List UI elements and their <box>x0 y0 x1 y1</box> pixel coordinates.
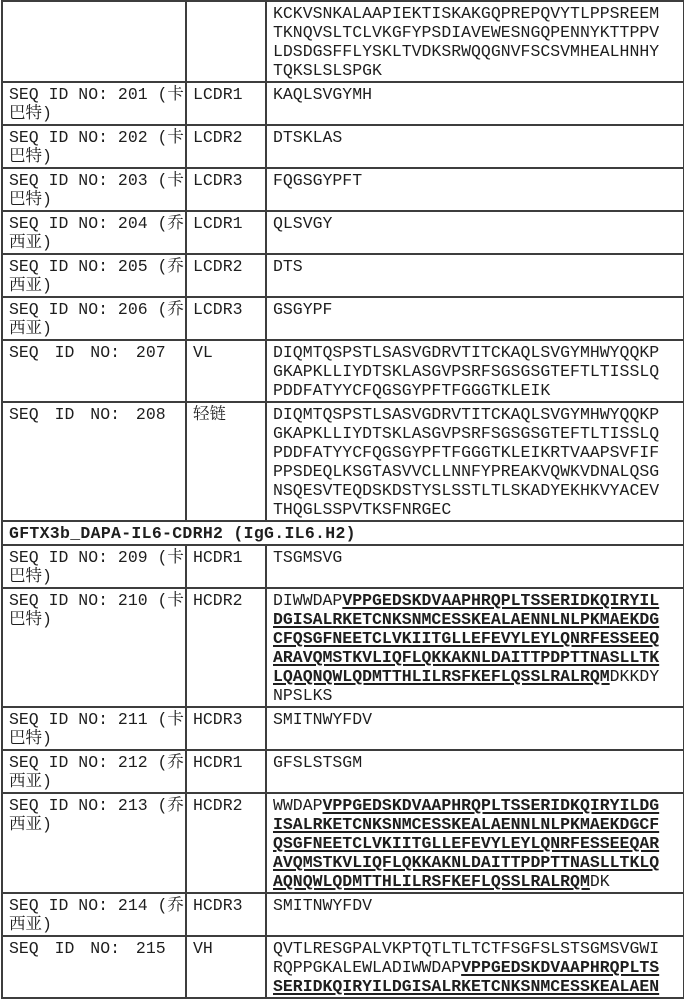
sequence-segment: VPPGEDSKDVAAPHRQPLTSSERIDKQIRYILDGISALRKETCNKSNMCESSKEALAENNLNLPKMAEKDGCFQSGFNEETCLVKIITGLLEFEVYLEYLQNRFESSEEQARAVQMSTKVLIQFLQKKAKNLDAITTPDPTTNASLLTKLQAQNQWLQDMTTHLILRSFKEFLQSSLRALRQM <box>273 796 660 891</box>
sequence-cell <box>266 545 684 588</box>
sequence-text <box>273 4 665 80</box>
sequence-segment: WWDAP <box>273 796 323 815</box>
table-row <box>2 297 684 340</box>
sequence-text <box>273 214 665 233</box>
sequence-segment: KAQLSVGYMH <box>273 85 373 104</box>
sequence-cell <box>266 707 684 750</box>
seq-id-cell <box>2 402 186 521</box>
sequence-text <box>273 548 665 567</box>
region-cell: HCDR1 <box>186 750 266 793</box>
sequence-cell <box>266 340 684 402</box>
table-row <box>2 793 684 893</box>
table-row <box>2 588 684 707</box>
seq-id-cell <box>2 340 186 402</box>
region-cell: HCDR1 <box>186 545 266 588</box>
sequence-text <box>273 405 665 519</box>
region-cell: 轻链 <box>186 402 266 521</box>
region-cell: HCDR3 <box>186 893 266 936</box>
sequence-segment: FQGSGYPFT <box>273 171 363 190</box>
sequence-cell <box>266 402 684 521</box>
seq-id-cell <box>2 125 186 168</box>
sequence-text <box>273 343 665 400</box>
seq-id-cell <box>2 893 186 936</box>
region-cell: HCDR2 <box>186 588 266 707</box>
table-row <box>2 936 684 998</box>
sequence-text <box>273 939 665 996</box>
sequence-cell <box>266 211 684 254</box>
sequence-segment: DTSKLAS <box>273 128 343 147</box>
region-cell: LCDR2 <box>186 254 266 297</box>
region-cell: LCDR3 <box>186 297 266 340</box>
seq-id-cell <box>2 254 186 297</box>
table-row <box>2 1 684 82</box>
sequence-segment: GSGYPF <box>273 300 333 319</box>
seq-id-cell <box>2 936 186 998</box>
sequence-segment: VPPGEDSKDVAAPHRQPLTSSERIDKQIRYILDGISALRKETCNKSNMCESSKEALAEN <box>273 958 660 996</box>
seq-id-cell <box>2 588 186 707</box>
sequence-text <box>273 753 665 772</box>
seq-id-cell <box>2 211 186 254</box>
sequence-segment: TSGMSVG <box>273 548 343 567</box>
sequence-text <box>273 710 665 729</box>
seq-id-label: SEQ ID NO: 202 (卡巴特) <box>9 128 184 166</box>
seq-id-cell <box>2 297 186 340</box>
sequence-text <box>273 257 665 276</box>
table-row <box>2 893 684 936</box>
seq-id-label: SEQ ID NO: 215 <box>9 939 166 958</box>
sequence-segment: DIQMTQSPSTLSASVGDRVTITCKAQLSVGYMHWYQQKPGKAPKLLIYDTSKLASGVPSRFSGSGSGTEFTLTISSLQPDDFATYYCFQGSGYPFTFGGGTKLEIKRTVAAPSVFIFPPSDEQLKSGTASVVCLLNNFYPREAKVQWKVDNALQSGNSQESVTEQDSKDSTYSLSSTLTLSKADYEKHKVYACEVTHQGLSSPVTKSFNRGEC <box>273 405 660 519</box>
sequence-segment: DIWWDAP <box>273 591 343 610</box>
sequence-text <box>273 896 665 915</box>
region-cell: LCDR1 <box>186 82 266 125</box>
seq-id-cell <box>2 707 186 750</box>
seq-id-cell <box>2 545 186 588</box>
sequence-cell <box>266 254 684 297</box>
region-cell: VH <box>186 936 266 998</box>
seq-id-cell <box>2 168 186 211</box>
sequence-text <box>273 300 665 319</box>
region-cell: HCDR2 <box>186 793 266 893</box>
sequence-cell <box>266 936 684 998</box>
table-row <box>2 211 684 254</box>
seq-id-label: SEQ ID NO: 208 <box>9 405 166 424</box>
sequence-cell <box>266 893 684 936</box>
seq-id-label: SEQ ID NO: 203 (卡巴特) <box>9 171 184 209</box>
sequence-segment: QLSVGY <box>273 214 333 233</box>
seq-id-cell <box>2 1 186 82</box>
seq-id-label: SEQ ID NO: 211 (卡巴特) <box>9 710 184 748</box>
sequence-cell <box>266 750 684 793</box>
seq-id-cell <box>2 82 186 125</box>
table-row <box>2 402 684 521</box>
sequence-segment: QVTLRESGPALVKPTQTLTLTCTFSGFSLSTSGMSVGWIRQPPGKALEWLADIWWDAP <box>273 939 660 977</box>
sequence-text <box>273 128 665 147</box>
seq-id-label: SEQ ID NO: 213 (乔西亚) <box>9 796 184 834</box>
table-row <box>2 545 684 588</box>
sequence-text <box>273 171 665 190</box>
sequence-cell <box>266 297 684 340</box>
seq-id-label: SEQ ID NO: 210 (卡巴特) <box>9 591 184 629</box>
sequence-cell <box>266 1 684 82</box>
sequence-segment: VPPGEDSKDVAAPHRQPLTSSERIDKQIRYILDGISALRKETCNKSNMCESSKEALAENNLNLPKMAEKDGCFQSGFNEETCLVKIITGLLEFEVYLEYLQNRFESSEEQARAVQMSTKVLIQFLQKKAKNLDAITTPDPTTNASLLTKLQAQNQWLQDMTTHLILRSFKEFLQSSLRALRQM <box>273 591 660 686</box>
sequence-cell <box>266 793 684 893</box>
sequence-segment: DK <box>589 872 610 891</box>
sequence-text <box>273 796 665 891</box>
sequence-text <box>273 85 665 104</box>
seq-id-cell <box>2 750 186 793</box>
table-row <box>2 340 684 402</box>
sequence-cell <box>266 125 684 168</box>
sequence-segment: DIQMTQSPSTLSASVGDRVTITCKAQLSVGYMHWYQQKPGKAPKLLIYDTSKLASGVPSRFSGSGSGTEFTLTISSLQPDDFATYYCFQGSGYPFTFGGGTKLEIK <box>273 343 660 400</box>
sequence-cell <box>266 588 684 707</box>
seq-id-cell <box>2 793 186 893</box>
section-header: GFTX3b_DAPA-IL6-CDRH2 (IgG.IL6.H2) <box>2 521 684 545</box>
region-cell <box>186 1 266 82</box>
seq-id-label: SEQ ID NO: 207 <box>9 343 166 362</box>
seq-id-label: SEQ ID NO: 209 (卡巴特) <box>9 548 184 586</box>
seq-id-label: SEQ ID NO: 212 (乔西亚) <box>9 753 184 791</box>
seq-id-label: SEQ ID NO: 205 (乔西亚) <box>9 257 184 295</box>
region-cell: LCDR2 <box>186 125 266 168</box>
sequence-segment: SMITNWYFDV <box>273 710 373 729</box>
table-row <box>2 125 684 168</box>
region-cell: VL <box>186 340 266 402</box>
sequence-text <box>273 591 665 705</box>
sequence-segment: KCKVSNKALAAPIEKTISKAKGQPREPQVYTLPPSREEMTKNQVSLTCLVKGFYPSDIAVEWESNGQPENNYKTTPPVLDSDGSFFLYSKLTVDKSRWQQGNVFSCSVMHEALHNHYTQKSLSLSPGK <box>273 4 660 80</box>
seq-id-label: SEQ ID NO: 204 (乔西亚) <box>9 214 184 252</box>
table-row <box>2 82 684 125</box>
sequence-segment: DKKDYNPSLKS <box>273 667 660 705</box>
sequence-cell <box>266 168 684 211</box>
sequence-segment: GFSLSTSGM <box>273 753 363 772</box>
sequence-segment: DTS <box>273 257 303 276</box>
table-row <box>2 168 684 211</box>
table-row <box>2 707 684 750</box>
region-cell: LCDR3 <box>186 168 266 211</box>
seq-id-label: SEQ ID NO: 206 (乔西亚) <box>9 300 184 338</box>
region-cell: LCDR1 <box>186 211 266 254</box>
table-row <box>2 750 684 793</box>
seq-id-label: SEQ ID NO: 201 (卡巴特) <box>9 85 184 123</box>
sequence-segment: SMITNWYFDV <box>273 896 373 915</box>
sequence-listing-table <box>1 0 684 999</box>
seq-id-label: SEQ ID NO: 214 (乔西亚) <box>9 896 184 934</box>
region-cell: HCDR3 <box>186 707 266 750</box>
section-header-row <box>2 521 684 545</box>
sequence-cell <box>266 82 684 125</box>
table-row <box>2 254 684 297</box>
